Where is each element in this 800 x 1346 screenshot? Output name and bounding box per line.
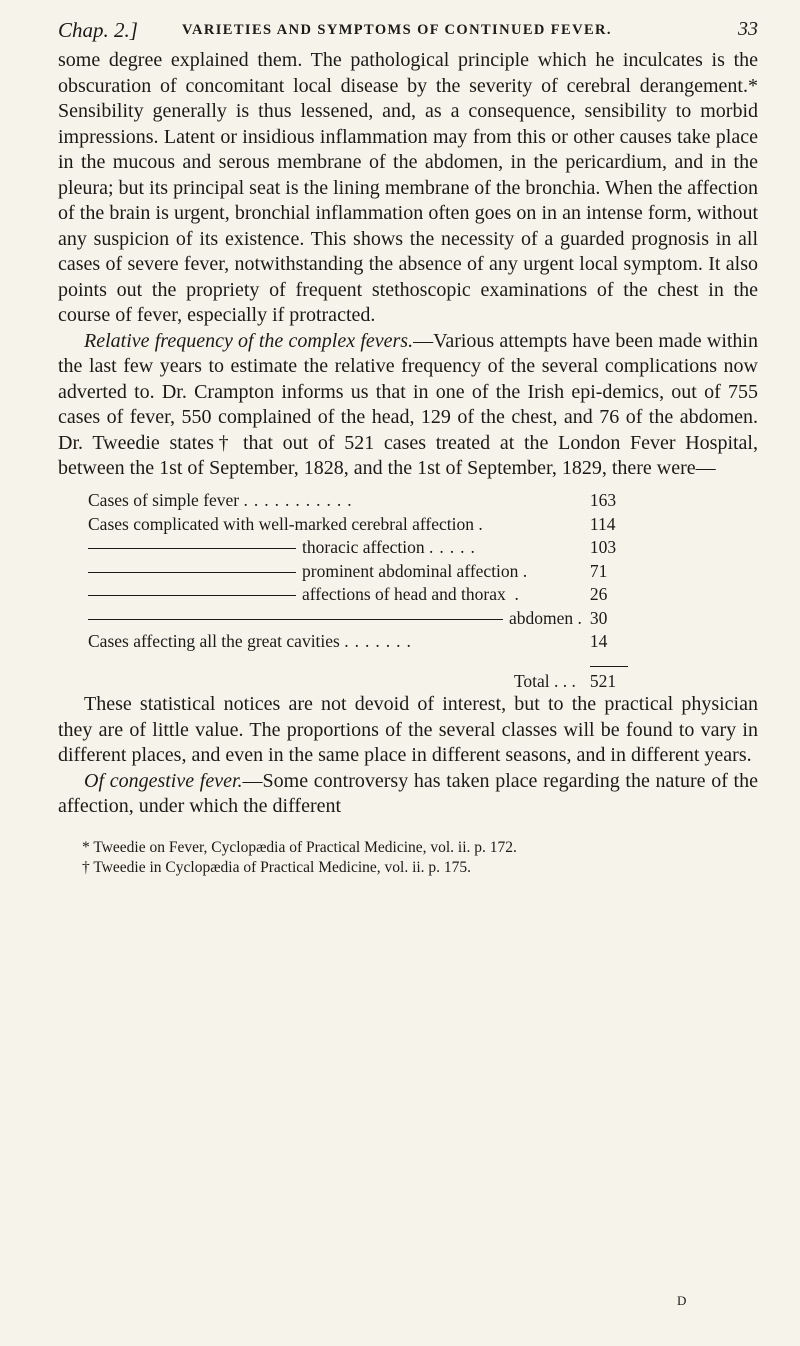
stat-label: Cases affecting all the great cavities ....... xyxy=(88,631,417,651)
total-row xyxy=(88,652,650,692)
table-row xyxy=(88,558,650,582)
stat-label: Cases complicated with well-marked cerebral affection . xyxy=(88,513,483,534)
signature-mark: D xyxy=(677,1293,687,1308)
paragraph-2-text: —Various attempts have been made within the last few years to estimate the relative frequency of the several complications now adverted to. Dr. Crampton informs us that in one of the Irish epi-demics, out of 755 cases of fever, 550 complained of the head, 129 of the chest, and 76 of the abdomen. Dr. Tweedie states† that out of 521 cases treated at the London Fever Hospital, between the 1st of September, 1828, and the 1st of September, 1829, there were— xyxy=(58,329,758,479)
paragraph-1: some degree explained them. The pathological principle which he inculcates is the obscuration of concomitant local disease by the severity of cerebral derangement.* Sensibility generally is thus lessened, and, as a consequence, sensibility to morbid impressions. Latent or insidious inflammation may from this or other causes take place in the mucous and serous membrane of the abdomen, in the pericardium, and in the pleura; but its principal seat is the lining membrane of the bronchia. When the affection of the brain is urgent, bronchial inflammation often goes on in an intense form, without any suspicion of its existence. This shows the necessity of a guarded prognosis in all cases of severe fever, notwithstanding the absence of any urgent local symptom. It also points out the propriety of frequent stethoscopic examinations of the chest in the course of fever, especially if protracted. xyxy=(58,49,758,326)
stat-value: 103 xyxy=(589,537,617,557)
table-row xyxy=(88,535,650,559)
stat-value: 114 xyxy=(589,513,616,534)
total-label: Total . . . xyxy=(513,671,576,691)
table-row xyxy=(88,511,650,535)
paragraph-3: These statistical notices are not devoid of interest, but to the practical physician they are of little value. The proportions of the several classes will be found to vary in different places, and even in the same place in different seasons, and in different years. xyxy=(58,693,758,766)
paragraph-2 xyxy=(58,329,758,482)
paragraph-4-text: —Some controversy has taken place regarding the nature of the affection, under which the different xyxy=(58,769,758,817)
paragraph-4 xyxy=(58,769,758,820)
total-value: 521 xyxy=(589,671,617,691)
stat-value: 71 xyxy=(589,560,608,581)
page-number: 33 xyxy=(738,18,758,40)
page-body xyxy=(58,48,758,820)
ditto-rule xyxy=(88,595,296,596)
stat-value: 30 xyxy=(589,607,608,628)
footnote-1: * Tweedie on Fever, Cyclopædia of Practical Medicine, vol. ii. p. 172. xyxy=(82,838,517,856)
statistics-table xyxy=(88,488,650,693)
running-header xyxy=(58,14,758,48)
stat-label: prominent abdominal affection . xyxy=(88,558,582,582)
ditto-rule xyxy=(88,619,503,620)
stat-label: thoracic affection ..... xyxy=(88,535,582,559)
stat-label: abdomen . xyxy=(88,605,582,629)
book-page xyxy=(58,14,758,878)
stat-value: 14 xyxy=(589,631,608,651)
stat-label: affections of head and thorax . xyxy=(88,582,582,606)
table-row xyxy=(88,582,650,606)
section-heading-congestive-fever: Of congestive fever. xyxy=(84,769,243,792)
stat-label: Cases of simple fever ........... xyxy=(88,490,358,510)
total-value-cell xyxy=(582,652,650,692)
table-row xyxy=(88,605,650,629)
ditto-rule xyxy=(88,548,296,549)
table-row xyxy=(88,629,650,653)
chapter-label: Chap. 2.] xyxy=(58,18,138,42)
section-heading-relative-frequency: Relative frequency of the complex fevers. xyxy=(84,329,414,352)
ditto-rule xyxy=(88,572,296,573)
stat-value: 26 xyxy=(589,584,608,604)
running-title: VARIETIES AND SYMPTOMS OF CONTINUED FEVER. xyxy=(182,22,612,38)
stat-value: 163 xyxy=(589,490,617,510)
table-row xyxy=(88,488,650,512)
total-rule xyxy=(590,666,628,667)
footnotes xyxy=(58,838,758,878)
footnote-2: † Tweedie in Cyclopædia of Practical Medicine, vol. ii. p. 175. xyxy=(82,858,472,876)
